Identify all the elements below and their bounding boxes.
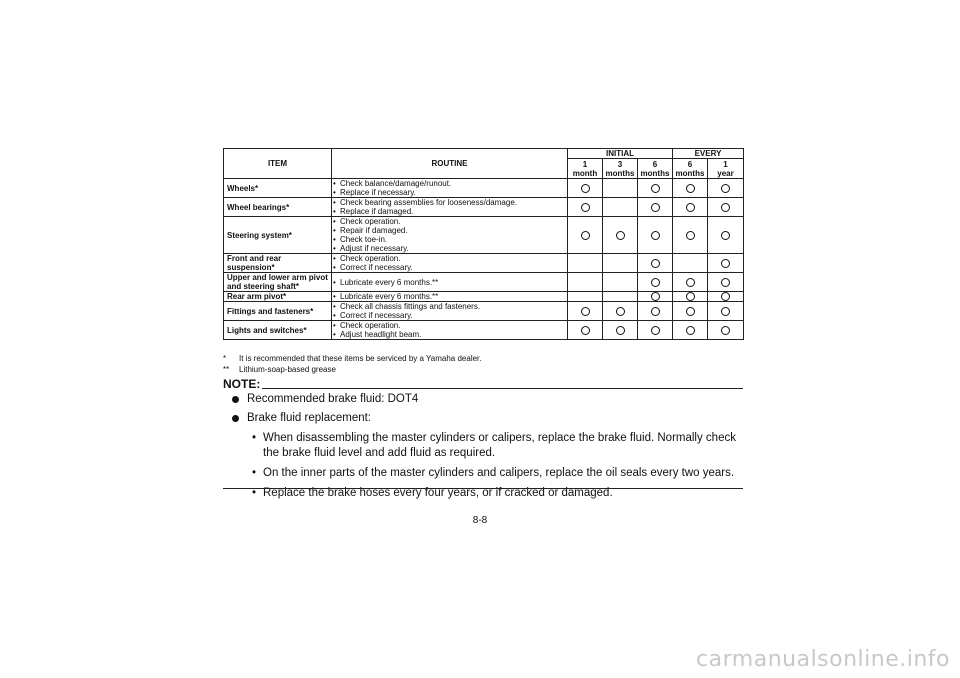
interval-header (568, 159, 603, 179)
interval-number: 1 (723, 159, 728, 169)
item-cell: Fittings and fasteners* (224, 302, 332, 321)
routine-list (334, 179, 565, 197)
circle-mark-icon (686, 184, 695, 193)
interval-cell (603, 302, 638, 321)
note-bullet: Recommended brake fluid: DOT4 (227, 392, 743, 407)
interval-cell (568, 198, 603, 217)
circle-mark-icon (721, 307, 730, 316)
routine-step: • Replace if necessary. (340, 188, 565, 197)
interval-unit: month (572, 168, 598, 178)
footnote-text: Lithium-soap-based grease (239, 365, 336, 374)
interval-cell (708, 321, 744, 340)
footnote-mark: ** (223, 365, 230, 374)
circle-mark-icon (651, 184, 660, 193)
table-row (224, 179, 744, 198)
interval-cell (638, 321, 673, 340)
interval-cell (568, 179, 603, 198)
interval-number: 6 (687, 159, 693, 169)
interval-cell (638, 254, 673, 273)
routine-step: • Adjust if necessary. (340, 244, 565, 253)
item-cell: Upper and lower arm pivot and steering shaft* (224, 273, 332, 292)
circle-mark-icon (651, 231, 660, 240)
table-row (224, 217, 744, 254)
item-cell: Rear arm pivot* (224, 292, 332, 302)
circle-mark-icon (651, 259, 660, 268)
interval-cell (603, 292, 638, 302)
table-row (224, 321, 744, 340)
circle-mark-icon (686, 278, 695, 287)
note-sub-bullet: • When disassembling the master cylinders or calipers, replace the brake fluid. Normally check the brake fluid level and add fluid as required. (227, 431, 743, 461)
routine-list (334, 321, 565, 339)
routine-list (334, 302, 565, 320)
circle-mark-icon (651, 307, 660, 316)
item-cell: Wheel bearings* (224, 198, 332, 217)
routine-cell (332, 302, 568, 321)
interval-cell (673, 179, 708, 198)
interval-cell (638, 179, 673, 198)
circle-mark-icon (616, 231, 625, 240)
circle-mark-icon (581, 307, 590, 316)
interval-cell (708, 273, 744, 292)
routine-list (334, 278, 565, 287)
circle-mark-icon (686, 326, 695, 335)
interval-unit: months (605, 168, 635, 178)
routine-cell (332, 179, 568, 198)
routine-cell (332, 217, 568, 254)
circle-mark-icon (616, 307, 625, 316)
circle-mark-icon (721, 278, 730, 287)
note-title: NOTE: (223, 377, 261, 391)
interval-cell (603, 254, 638, 273)
interval-cell (603, 217, 638, 254)
page-number: 8-8 (472, 515, 488, 526)
note-sub-bullet: • Replace the brake hoses every four years, or if cracked or damaged. (227, 486, 743, 501)
interval-cell (603, 198, 638, 217)
interval-cell (638, 198, 673, 217)
routine-step: • Check bearing assemblies for looseness/damage. (340, 198, 565, 207)
note-body (227, 392, 743, 501)
circle-mark-icon (721, 326, 730, 335)
circle-mark-icon (651, 203, 660, 212)
routine-step: • Replace if damaged. (340, 207, 565, 216)
routine-step: • Lubricate every 6 months.** (340, 278, 565, 287)
table-row (224, 254, 744, 273)
note-divider-bottom (223, 488, 743, 489)
interval-header (673, 159, 708, 179)
interval-cell (603, 179, 638, 198)
circle-mark-icon (686, 203, 695, 212)
footnotes (223, 353, 482, 375)
circle-mark-icon (581, 326, 590, 335)
interval-header (708, 159, 744, 179)
interval-cell (638, 217, 673, 254)
table-row (224, 302, 744, 321)
routine-step: • Check operation. (340, 321, 565, 330)
circle-mark-icon (721, 184, 730, 193)
note-divider-top (262, 388, 743, 389)
circle-mark-icon (721, 203, 730, 212)
routine-step: • Correct if necessary. (340, 263, 565, 272)
interval-cell (673, 292, 708, 302)
interval-cell (603, 273, 638, 292)
routine-step: • Repair if damaged. (340, 226, 565, 235)
interval-cell (638, 292, 673, 302)
maintenance-table (223, 148, 744, 340)
circle-mark-icon (651, 326, 660, 335)
routine-list (334, 292, 565, 301)
initial-header: INITIAL (568, 149, 673, 159)
interval-cell (673, 302, 708, 321)
interval-number: 6 (652, 159, 658, 169)
routine-step: • Check operation. (340, 217, 565, 226)
interval-cell (568, 273, 603, 292)
note-sub-bullet: • On the inner parts of the master cylinders and calipers, replace the oil seals every two years. (227, 466, 743, 481)
interval-number: 3 (617, 159, 623, 169)
routine-cell (332, 254, 568, 273)
footnote (223, 353, 482, 364)
routine-step: • Correct if necessary. (340, 311, 565, 320)
interval-cell (673, 198, 708, 217)
item-cell: Wheels* (224, 179, 332, 198)
routine-step: • Check operation. (340, 254, 565, 263)
table-row (224, 198, 744, 217)
item-header: ITEM (224, 149, 332, 179)
interval-cell (708, 198, 744, 217)
circle-mark-icon (651, 278, 660, 287)
circle-mark-icon (581, 203, 590, 212)
routine-header: ROUTINE (332, 149, 568, 179)
routine-list (334, 254, 565, 272)
interval-cell (603, 321, 638, 340)
routine-step: • Adjust headlight beam. (340, 330, 565, 339)
interval-cell (568, 254, 603, 273)
table-row (224, 292, 744, 302)
footnote-text: It is recommended that these items be serviced by a Yamaha dealer. (239, 354, 482, 363)
item-cell: Front and rear suspension* (224, 254, 332, 273)
interval-cell (568, 302, 603, 321)
interval-cell (673, 217, 708, 254)
routine-cell (332, 292, 568, 302)
circle-mark-icon (721, 292, 730, 301)
interval-unit: months (640, 168, 670, 178)
routine-cell (332, 198, 568, 217)
circle-mark-icon (581, 231, 590, 240)
routine-step: • Lubricate every 6 months.** (340, 292, 565, 301)
interval-cell (708, 292, 744, 302)
circle-mark-icon (581, 184, 590, 193)
footnote-mark: * (223, 354, 227, 363)
item-cell: Lights and switches* (224, 321, 332, 340)
interval-unit: months (675, 168, 705, 178)
routine-cell (332, 273, 568, 292)
interval-cell (673, 321, 708, 340)
note-bullet: Brake fluid replacement: (227, 411, 743, 426)
interval-cell (708, 217, 744, 254)
circle-mark-icon (721, 231, 730, 240)
interval-cell (568, 321, 603, 340)
routine-step: • Check toe-in. (340, 235, 565, 244)
circle-mark-icon (616, 326, 625, 335)
interval-cell (708, 254, 744, 273)
routine-list (334, 198, 565, 216)
circle-mark-icon (721, 259, 730, 268)
circle-mark-icon (686, 292, 695, 301)
interval-cell (568, 217, 603, 254)
table-row (224, 273, 744, 292)
item-cell: Steering system* (224, 217, 332, 254)
interval-cell (708, 302, 744, 321)
interval-cell (638, 273, 673, 292)
interval-header (638, 159, 673, 179)
every-header: EVERY (673, 149, 744, 159)
watermark: carmanualsonline.info (696, 647, 950, 672)
interval-cell (568, 292, 603, 302)
interval-cell (708, 179, 744, 198)
routine-step: • Check balance/damage/runout. (340, 179, 565, 188)
interval-cell (673, 273, 708, 292)
routine-step: • Check all chassis fittings and fasteners. (340, 302, 565, 311)
interval-cell (673, 254, 708, 273)
interval-number: 1 (582, 159, 588, 169)
circle-mark-icon (686, 307, 695, 316)
interval-cell (638, 302, 673, 321)
footnote (223, 364, 482, 375)
circle-mark-icon (686, 231, 695, 240)
routine-cell (332, 321, 568, 340)
routine-list (334, 217, 565, 253)
circle-mark-icon (651, 292, 660, 301)
interval-unit: year (717, 168, 734, 178)
interval-header (603, 159, 638, 179)
